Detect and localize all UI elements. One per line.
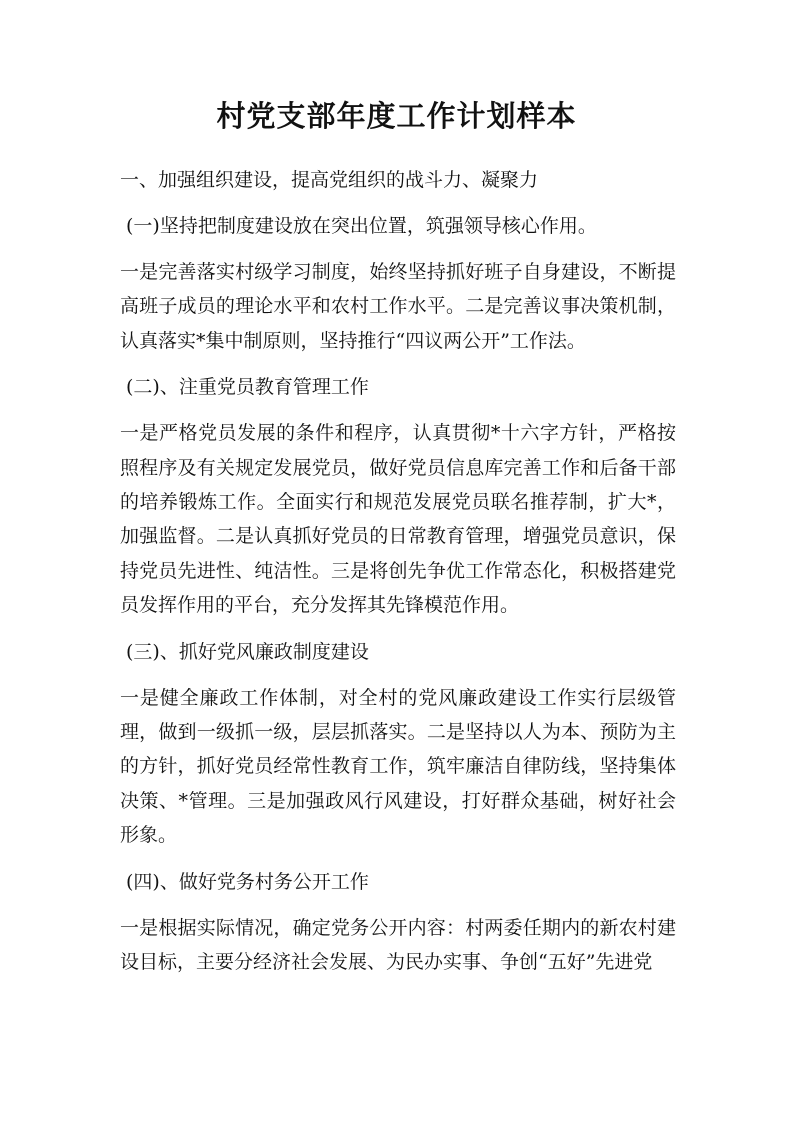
- subsection-heading: (四)、做好党务村务公开工作: [126, 870, 369, 893]
- subsection-heading: (三)、抓好党风廉政制度建设: [126, 640, 369, 663]
- subsection-heading: (一)坚持把制度建设放在突出位置，筑强领导核心作用。: [126, 215, 597, 237]
- subsection-heading: (二)、注重党员教育管理工作: [126, 376, 369, 399]
- document-title: 村党支部年度工作计划样本: [216, 99, 577, 133]
- paragraph: 一是根据实际情况，确定党务公开内容：村两委任期内的新农村建设目标，主要分经济社会发展、为民办实事、争创“五好”先进党: [120, 916, 676, 974]
- paragraph: 一是健全廉政工作体制，对全村的党风廉政建设工作实行层级管理，做到一级抓一级，层层抓落实。二是坚持以人为本、预防为主的方针，抓好党员经常性教育工作，筑牢廉洁自律防线，坚持集体决策、*管理。三是加强政风行风建设，打好群众基础，树好社会形象。: [120, 686, 676, 847]
- paragraph: 一是严格党员发展的条件和程序，认真贯彻*十六字方针，严格按照程序及有关规定发展党员，做好党员信息库完善工作和后备干部的培养锻炼工作。全面实行和规范发展党员联名推荐制，扩大*，加强监督。二是认真抓好党员的日常教育管理，增强党员意识，保持党员先进性、纯洁性。三是将创先争优工作常态化，积极搭建党员发挥作用的平台，充分发挥其先锋模范作用。: [120, 422, 676, 617]
- section-heading: 一、加强组织建设，提高党组织的战斗力、凝聚力: [120, 169, 539, 191]
- paragraph: 一是完善落实村级学习制度，始终坚持抓好班子自身建设，不断提高班子成员的理论水平和农村工作水平。二是完善议事决策机制，认真落实*集中制原则，坚持推行“四议两公开”工作法。: [120, 261, 676, 352]
- document-body: [120, 163, 676, 992]
